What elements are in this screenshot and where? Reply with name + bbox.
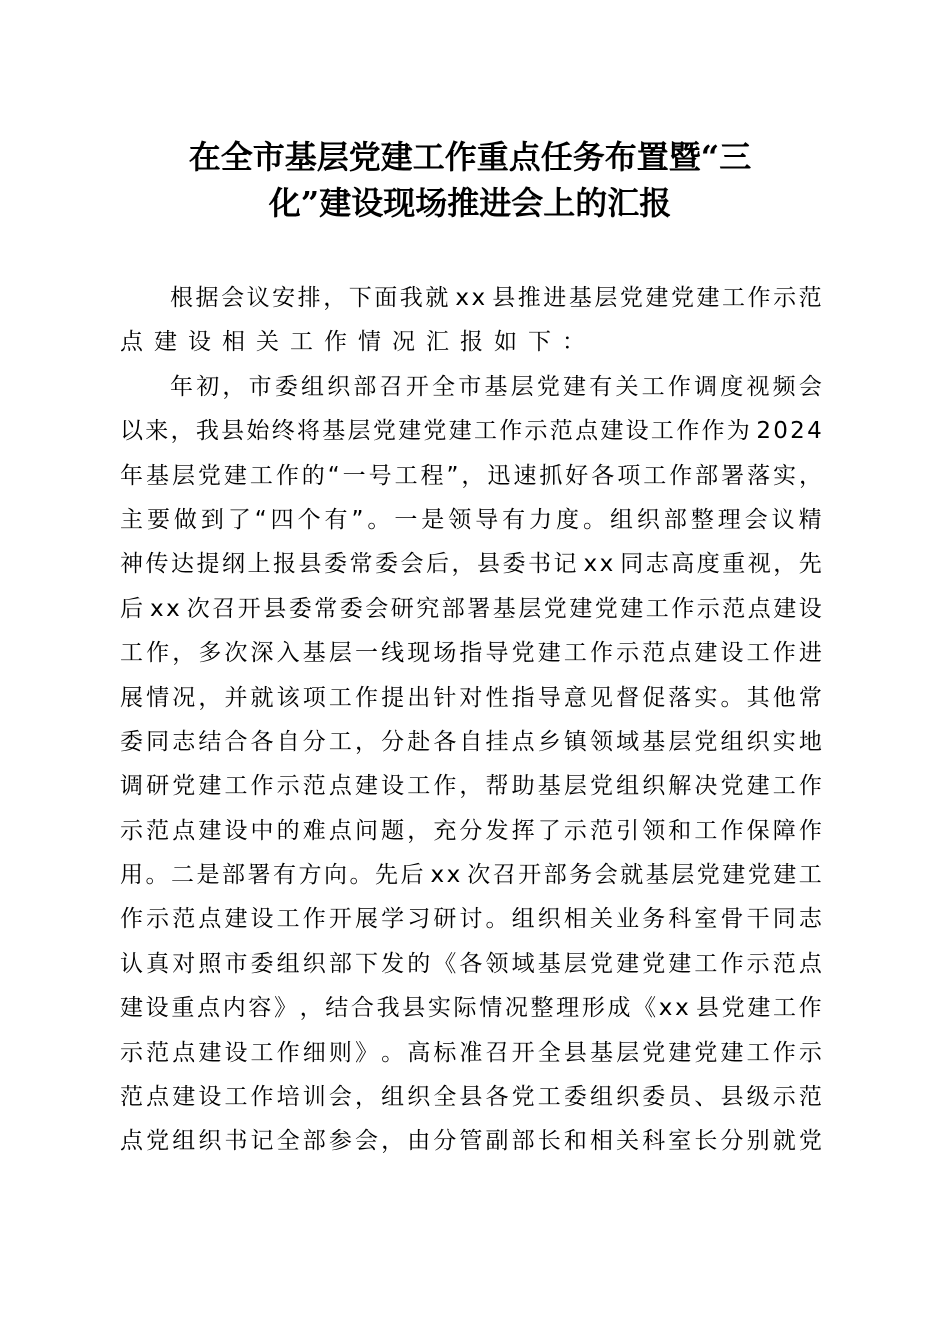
paragraph-2-line: 调 研 党 建 工 作 示 范 点 建 设 工 作 ， 帮 助 基 层 党 组 织 解 决 党 建 工 作 bbox=[120, 773, 822, 800]
paragraph-2-line: 年 初 ， 市 委 组 织 部 召 开 全 市 基 层 党 建 有 关 工 作 调 度 视 频 会 bbox=[170, 373, 822, 400]
paragraph-2-line: 以 来 ， 我 县 始 终 将 基 层 党 建 党 建 工 作 示 范 点 建 设 工 作 作 为 2 0 2 4 bbox=[120, 418, 822, 445]
paragraph-2-line: 主 要 做 到 了 “ 四 个 有 ” 。 一 是 领 导 有 力 度 。 组 织 部 整 理 会 议 精 bbox=[120, 506, 822, 533]
paragraph-2-line: 后 x x 次 召 开 县 委 常 委 会 研 究 部 署 基 层 党 建 党 建 工 作 示 范 点 建 设 bbox=[120, 595, 822, 622]
paragraph-2-line: 神 传 达 提 纲 上 报 县 委 常 委 会 后 ， 县 委 书 记 x x 同 志 高 度 重 视 ， 先 bbox=[120, 551, 822, 578]
paragraph-1-line: 点建设相关工作情况汇报如下： bbox=[120, 329, 596, 356]
title-line-1: 在全市基层党建工作重点任务布置暨“三 bbox=[188, 138, 752, 176]
paragraph-2-line: 建 设 重 点 内 容 》 ， 结 合 我 县 实 际 情 况 整 理 形 成 《 x x 县 党 建 工 作 bbox=[120, 995, 822, 1022]
paragraph-2-line: 用 。 二 是 部 署 有 方 向 。 先 后 x x 次 召 开 部 务 会 就 基 层 党 建 党 建 工 bbox=[120, 862, 822, 889]
paragraph-2-line: 示 范 点 建 设 中 的 难 点 问 题 ， 充 分 发 挥 了 示 范 引 领 和 工 作 保 障 作 bbox=[120, 817, 822, 844]
paragraph-2-line: 认 真 对 照 市 委 组 织 部 下 发 的 《 各 领 域 基 层 党 建 党 建 工 作 示 范 点 bbox=[120, 950, 822, 977]
paragraph-1-line: 根 据 会 议 安 排 ， 下 面 我 就 x x 县 推 进 基 层 党 建 党 建 工 作 示 范 bbox=[170, 285, 822, 311]
paragraph-2-line: 展 情 况 ， 并 就 该 项 工 作 提 出 针 对 性 指 导 意 见 督 促 落 实 。 其 他 常 bbox=[120, 684, 822, 711]
paragraph-2-line: 年 基 层 党 建 工 作 的 “ 一 号 工 程 ” ， 迅 速 抓 好 各 项 工 作 部 署 落 实 ， bbox=[120, 462, 822, 489]
paragraph-2-line: 委 同 志 结 合 各 自 分 工 ， 分 赴 各 自 挂 点 乡 镇 领 域 基 层 党 组 织 实 地 bbox=[120, 728, 822, 755]
document-title bbox=[120, 134, 820, 226]
paragraph-2-line: 工 作 ， 多 次 深 入 基 层 一 线 现 场 指 导 党 建 工 作 示 范 点 建 设 工 作 进 bbox=[120, 640, 822, 667]
paragraph-2-line: 示 范 点 建 设 工 作 细 则 》 。 高 标 准 召 开 全 县 基 层 党 建 党 建 工 作 示 bbox=[120, 1039, 822, 1066]
title-line-2: 化”建设现场推进会上的汇报 bbox=[268, 184, 672, 222]
paragraph-2-line: 作 示 范 点 建 设 工 作 开 展 学 习 研 讨 。 组 织 相 关 业 务 科 室 骨 干 同 志 bbox=[120, 906, 822, 933]
paragraph-2-line: 点 党 组 织 书 记 全 部 参 会 ， 由 分 管 副 部 长 和 相 关 科 室 长 分 别 就 党 bbox=[120, 1128, 822, 1155]
document-body bbox=[120, 276, 822, 1164]
paragraph-2-line: 范 点 建 设 工 作 培 训 会 ， 组 织 全 县 各 党 工 委 组 织 委 员 、 县 级 示 范 bbox=[120, 1084, 822, 1111]
